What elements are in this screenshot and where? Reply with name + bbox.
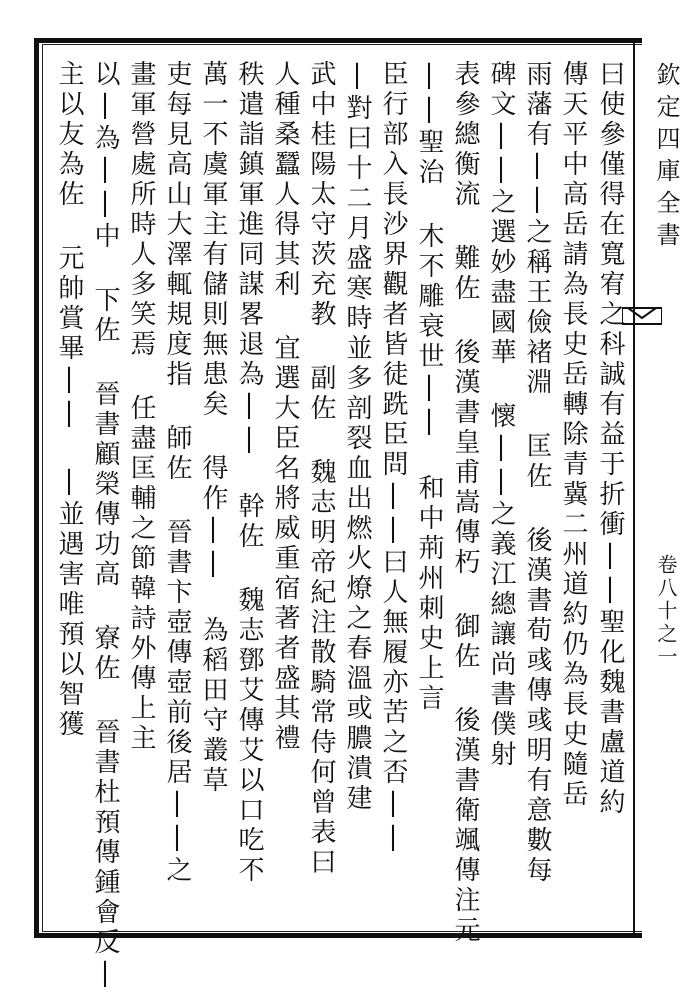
text-column-6: ||聖治 木不雕衰世|| 和中荊州刺史上言 xyxy=(414,60,444,714)
text-column-3: 雨藩有||之稱王儉褚淵 匡佐 後漢書荀彧傳彧明有意數每 xyxy=(522,60,552,886)
text-column-12: 萬一不虞軍主有儲則無患矣 得作|| 為稻田守叢草 xyxy=(198,60,228,796)
text-column-5: 表參總衡流 難佐 後漢書皇甫嵩傳朽 御佐 後漢書衛颯傳注元 xyxy=(450,60,480,946)
text-column-4: 碑文||之選妙盡國華 懷||之義江總讓尚書僕射 xyxy=(486,60,516,770)
text-column-11: 秩遣詣鎮軍進同謀畧退為|| 幹佐 魏志鄧艾傳艾以口吃不 xyxy=(234,60,264,886)
text-column-15: 以|為||中 下佐 晉書顧榮傳功高 寮佐 晉書杜預傳鍾會反| xyxy=(90,60,120,992)
volume-label: 卷八十之一 xyxy=(654,554,678,669)
book-title-column xyxy=(646,62,686,922)
text-column-8: |對曰十二月盛寒時並多剖裂血出燃火燎之春溫或膿潰建 xyxy=(342,60,372,814)
text-column-1: 曰使參僅得在寬宥之科誠有益于折衝||聖化魏書盧道約 xyxy=(595,60,625,818)
text-column-2: 傳天平中高岳請為長史岳轉除青冀二州道約仍為長史隨岳 xyxy=(558,60,588,810)
text-column-13: 吏每見高山大澤輒規度指 師佐 晉書卞壺傳壺前後居||之 xyxy=(162,60,192,886)
book-title: 欽定四庫全書 xyxy=(652,62,680,254)
text-column-10: 人種桑蠶人得其利 宜選大臣名將威重宿著者盛其禮 xyxy=(270,60,300,754)
text-column-14: 畫軍營處所時人多笑焉 任盡匡輔之節韓詩外傳上主 xyxy=(126,60,156,754)
center-margin-rule xyxy=(633,40,635,938)
text-column-7: 臣行部入長沙界觀者皆徒跣臣問||曰人無履亦苦之否|| xyxy=(378,60,408,856)
text-column-9: 武中桂陽太守茨充教 副佐 魏志明帝紀注散騎常侍何曾表曰 xyxy=(306,60,336,878)
text-column-16: 主以友為佐 元帥賞畢|| |並遇害唯預以智獲 xyxy=(54,60,84,740)
